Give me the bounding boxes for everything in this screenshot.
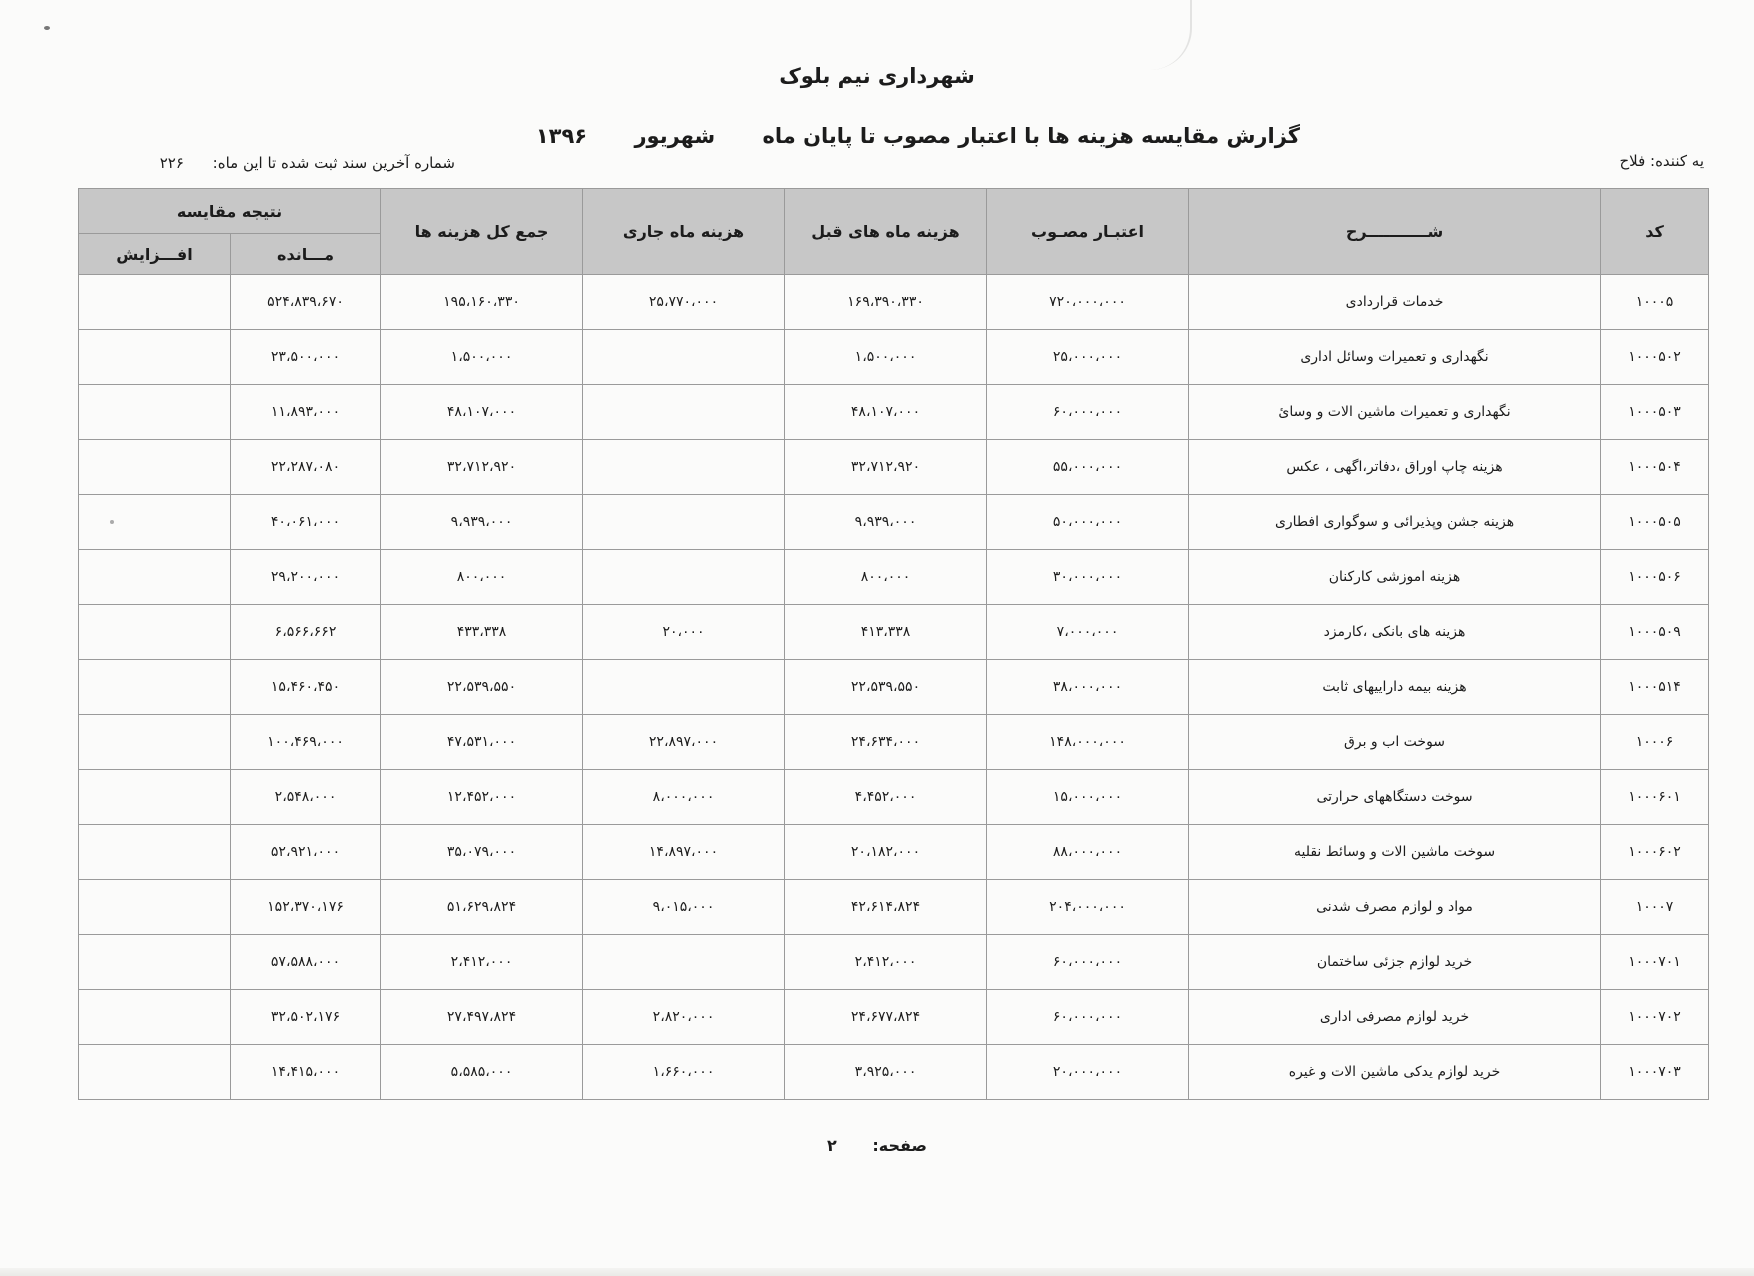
cell-previous-months: ۹،۹۳۹،۰۰۰ xyxy=(785,495,987,550)
last-document-label: شماره آخرین سند ثبت شده تا این ماه: xyxy=(212,154,455,172)
cell-total-expenses: ۴۸،۱۰۷،۰۰۰ xyxy=(381,385,583,440)
cell-code: ۱۰۰۰۵۰۹ xyxy=(1601,605,1709,660)
cell-previous-months: ۸۰۰،۰۰۰ xyxy=(785,550,987,605)
cell-current-month xyxy=(583,550,785,605)
table-row xyxy=(79,990,1709,1045)
cell-previous-months: ۳،۹۲۵،۰۰۰ xyxy=(785,1045,987,1100)
cell-previous-months: ۲،۴۱۲،۰۰۰ xyxy=(785,935,987,990)
cell-remaining: ۱۵۲،۳۷۰،۱۷۶ xyxy=(231,880,381,935)
cell-total-expenses: ۵۱،۶۲۹،۸۲۴ xyxy=(381,880,583,935)
cell-approved-credit: ۶۰،۰۰۰،۰۰۰ xyxy=(987,385,1189,440)
cell-current-month: ۲۲،۸۹۷،۰۰۰ xyxy=(583,715,785,770)
cell-remaining: ۵۷،۵۸۸،۰۰۰ xyxy=(231,935,381,990)
cell-remaining: ۱۴،۴۱۵،۰۰۰ xyxy=(231,1045,381,1100)
cell-current-month: ۱،۶۶۰،۰۰۰ xyxy=(583,1045,785,1100)
table-row xyxy=(79,880,1709,935)
cell-approved-credit: ۶۰،۰۰۰،۰۰۰ xyxy=(987,990,1189,1045)
page-label: صفحه: xyxy=(872,1136,927,1155)
cell-current-month: ۲۵،۷۷۰،۰۰۰ xyxy=(583,275,785,330)
cell-previous-months: ۲۴،۶۷۷،۸۲۴ xyxy=(785,990,987,1045)
cell-description: خدمات قراردادی xyxy=(1189,275,1601,330)
cell-description: مواد و لوازم مصرف شدنی xyxy=(1189,880,1601,935)
cell-previous-months: ۴۸،۱۰۷،۰۰۰ xyxy=(785,385,987,440)
cell-previous-months: ۴۱۳،۳۳۸ xyxy=(785,605,987,660)
cell-description: هزینه چاپ اوراق ،دفاتر،اگهی ، عکس xyxy=(1189,440,1601,495)
cell-increase xyxy=(79,495,231,550)
cell-increase xyxy=(79,605,231,660)
cell-previous-months: ۲۲،۵۳۹،۵۵۰ xyxy=(785,660,987,715)
cell-code: ۱۰۰۰۵۰۲ xyxy=(1601,330,1709,385)
cell-approved-credit: ۲۰۴،۰۰۰،۰۰۰ xyxy=(987,880,1189,935)
cell-remaining: ۵۲۴،۸۳۹،۶۷۰ xyxy=(231,275,381,330)
cell-current-month: ۸،۰۰۰،۰۰۰ xyxy=(583,770,785,825)
table-row xyxy=(79,660,1709,715)
cell-remaining: ۵۲،۹۲۱،۰۰۰ xyxy=(231,825,381,880)
cell-total-expenses: ۵،۵۸۵،۰۰۰ xyxy=(381,1045,583,1100)
cell-remaining: ۲۹،۲۰۰،۰۰۰ xyxy=(231,550,381,605)
cell-approved-credit: ۱۴۸،۰۰۰،۰۰۰ xyxy=(987,715,1189,770)
organization-title: شهرداری نیم بلوک xyxy=(779,64,975,88)
cell-current-month xyxy=(583,935,785,990)
expense-comparison-table xyxy=(78,188,1709,1100)
last-document-number: ۲۲۶ xyxy=(159,154,184,172)
cell-code: ۱۰۰۰۵۰۶ xyxy=(1601,550,1709,605)
cell-description: سوخت ماشین الات و وسائط نقلیه xyxy=(1189,825,1601,880)
table-row xyxy=(79,1045,1709,1100)
cell-description: خرید لوازم یدکی ماشین الات و غیره xyxy=(1189,1045,1601,1100)
cell-current-month xyxy=(583,495,785,550)
cell-increase xyxy=(79,770,231,825)
header-code: کد xyxy=(1601,189,1709,275)
cell-approved-credit: ۷۲۰،۰۰۰،۰۰۰ xyxy=(987,275,1189,330)
cell-description: هزینه اموزشی کارکنان xyxy=(1189,550,1601,605)
cell-previous-months: ۲۰،۱۸۲،۰۰۰ xyxy=(785,825,987,880)
cell-increase xyxy=(79,385,231,440)
cell-total-expenses: ۴۷،۵۳۱،۰۰۰ xyxy=(381,715,583,770)
table-row xyxy=(79,385,1709,440)
page-number: ۲ xyxy=(827,1136,837,1155)
cell-current-month: ۱۴،۸۹۷،۰۰۰ xyxy=(583,825,785,880)
cell-approved-credit: ۱۵،۰۰۰،۰۰۰ xyxy=(987,770,1189,825)
table-row xyxy=(79,330,1709,385)
cell-total-expenses: ۱۲،۴۵۲،۰۰۰ xyxy=(381,770,583,825)
preparer-label: یه کننده: فلاح xyxy=(1619,152,1704,170)
cell-increase xyxy=(79,550,231,605)
cell-increase xyxy=(79,440,231,495)
cell-remaining: ۲،۵۴۸،۰۰۰ xyxy=(231,770,381,825)
cell-description: هزینه جشن وپذیرائی و سوگواری افطاری xyxy=(1189,495,1601,550)
cell-remaining: ۲۲،۲۸۷،۰۸۰ xyxy=(231,440,381,495)
table-row xyxy=(79,440,1709,495)
cell-current-month xyxy=(583,440,785,495)
cell-description: خرید لوازم مصرفی اداری xyxy=(1189,990,1601,1045)
cell-increase xyxy=(79,880,231,935)
cell-total-expenses: ۱۹۵،۱۶۰،۳۳۰ xyxy=(381,275,583,330)
cell-code: ۱۰۰۰۷۰۱ xyxy=(1601,935,1709,990)
header-description: شـــــــــــرح xyxy=(1189,189,1601,275)
cell-code: ۱۰۰۰۵۰۳ xyxy=(1601,385,1709,440)
scan-speck xyxy=(44,26,50,30)
table-row xyxy=(79,715,1709,770)
header-previous-months: هزینه ماه های قبل xyxy=(785,189,987,275)
cell-code: ۱۰۰۰۵۰۵ xyxy=(1601,495,1709,550)
cell-current-month: ۲۰،۰۰۰ xyxy=(583,605,785,660)
report-year: ۱۳۹۶ xyxy=(535,124,588,148)
cell-previous-months: ۴،۴۵۲،۰۰۰ xyxy=(785,770,987,825)
header-comparison-result: نتیجه مقایسه xyxy=(79,189,381,234)
cell-code: ۱۰۰۰۵ xyxy=(1601,275,1709,330)
cell-approved-credit: ۵۰،۰۰۰،۰۰۰ xyxy=(987,495,1189,550)
header-total-expenses: جمع کل هزینه ها xyxy=(381,189,583,275)
cell-increase xyxy=(79,275,231,330)
cell-code: ۱۰۰۰۶۰۱ xyxy=(1601,770,1709,825)
cell-remaining: ۲۳،۵۰۰،۰۰۰ xyxy=(231,330,381,385)
cell-total-expenses: ۳۵،۰۷۹،۰۰۰ xyxy=(381,825,583,880)
paper-fold-shadow xyxy=(1150,0,1192,70)
cell-current-month xyxy=(583,385,785,440)
cell-approved-credit: ۷،۰۰۰،۰۰۰ xyxy=(987,605,1189,660)
cell-increase xyxy=(79,715,231,770)
table-row xyxy=(79,935,1709,990)
header-remaining: مـــانده xyxy=(231,234,381,275)
cell-total-expenses: ۴۳۳،۳۳۸ xyxy=(381,605,583,660)
cell-previous-months: ۲۴،۶۳۴،۰۰۰ xyxy=(785,715,987,770)
cell-previous-months: ۴۲،۶۱۴،۸۲۴ xyxy=(785,880,987,935)
table-row xyxy=(79,605,1709,660)
cell-total-expenses: ۲۷،۴۹۷،۸۲۴ xyxy=(381,990,583,1045)
cell-code: ۱۰۰۰۷ xyxy=(1601,880,1709,935)
header-increase: افـــزایش xyxy=(79,234,231,275)
cell-remaining: ۱۱،۸۹۳،۰۰۰ xyxy=(231,385,381,440)
cell-total-expenses: ۱،۵۰۰،۰۰۰ xyxy=(381,330,583,385)
cell-current-month: ۲،۸۲۰،۰۰۰ xyxy=(583,990,785,1045)
cell-previous-months: ۱،۵۰۰،۰۰۰ xyxy=(785,330,987,385)
cell-current-month xyxy=(583,660,785,715)
cell-code: ۱۰۰۰۷۰۳ xyxy=(1601,1045,1709,1100)
cell-previous-months: ۱۶۹،۳۹۰،۳۳۰ xyxy=(785,275,987,330)
cell-remaining: ۱۵،۴۶۰،۴۵۰ xyxy=(231,660,381,715)
cell-increase xyxy=(79,825,231,880)
cell-increase xyxy=(79,660,231,715)
cell-approved-credit: ۳۰،۰۰۰،۰۰۰ xyxy=(987,550,1189,605)
cell-total-expenses: ۳۲،۷۱۲،۹۲۰ xyxy=(381,440,583,495)
cell-approved-credit: ۸۸،۰۰۰،۰۰۰ xyxy=(987,825,1189,880)
cell-total-expenses: ۲۲،۵۳۹،۵۵۰ xyxy=(381,660,583,715)
cell-code: ۱۰۰۰۷۰۲ xyxy=(1601,990,1709,1045)
cell-approved-credit: ۲۰،۰۰۰،۰۰۰ xyxy=(987,1045,1189,1100)
report-title-line xyxy=(535,124,1300,148)
cell-increase xyxy=(79,935,231,990)
cell-description: خرید لوازم جزئی ساختمان xyxy=(1189,935,1601,990)
table-row xyxy=(79,550,1709,605)
cell-description: نگهداری و تعمیرات وسائل اداری xyxy=(1189,330,1601,385)
cell-code: ۱۰۰۰۶۰۲ xyxy=(1601,825,1709,880)
cell-description: سوخت اب و برق xyxy=(1189,715,1601,770)
cell-increase xyxy=(79,1045,231,1100)
cell-code: ۱۰۰۰۵۰۴ xyxy=(1601,440,1709,495)
cell-previous-months: ۳۲،۷۱۲،۹۲۰ xyxy=(785,440,987,495)
scan-bottom-edge xyxy=(0,1268,1754,1276)
cell-description: سوخت دستگاههای حرارتی xyxy=(1189,770,1601,825)
table-row xyxy=(79,825,1709,880)
cell-remaining: ۱۰۰،۴۶۹،۰۰۰ xyxy=(231,715,381,770)
cell-approved-credit: ۲۵،۰۰۰،۰۰۰ xyxy=(987,330,1189,385)
page-number-line xyxy=(0,1136,1754,1155)
header-approved-credit: اعتبـار مصـوب xyxy=(987,189,1189,275)
cell-current-month xyxy=(583,330,785,385)
cell-remaining: ۳۲،۵۰۲،۱۷۶ xyxy=(231,990,381,1045)
cell-remaining: ۴۰،۰۶۱،۰۰۰ xyxy=(231,495,381,550)
last-document-line xyxy=(105,154,455,172)
table-row xyxy=(79,495,1709,550)
cell-approved-credit: ۵۵،۰۰۰،۰۰۰ xyxy=(987,440,1189,495)
cell-increase xyxy=(79,990,231,1045)
cell-total-expenses: ۹،۹۳۹،۰۰۰ xyxy=(381,495,583,550)
cell-code: ۱۰۰۰۵۱۴ xyxy=(1601,660,1709,715)
cell-total-expenses: ۸۰۰،۰۰۰ xyxy=(381,550,583,605)
cell-total-expenses: ۲،۴۱۲،۰۰۰ xyxy=(381,935,583,990)
cell-current-month: ۹،۰۱۵،۰۰۰ xyxy=(583,880,785,935)
cell-approved-credit: ۶۰،۰۰۰،۰۰۰ xyxy=(987,935,1189,990)
report-month: شهریور xyxy=(634,124,716,148)
cell-increase xyxy=(79,330,231,385)
table-row xyxy=(79,275,1709,330)
header-current-month: هزینه ماه جاری xyxy=(583,189,785,275)
cell-description: نگهداری و تعمیرات ماشین الات و وسائ xyxy=(1189,385,1601,440)
cell-description: هزینه بیمه داراییهای ثابت xyxy=(1189,660,1601,715)
table-row xyxy=(79,770,1709,825)
cell-approved-credit: ۳۸،۰۰۰،۰۰۰ xyxy=(987,660,1189,715)
cell-description: هزینه های بانکی ،کارمزد xyxy=(1189,605,1601,660)
cell-code: ۱۰۰۰۶ xyxy=(1601,715,1709,770)
cell-remaining: ۶،۵۶۶،۶۶۲ xyxy=(231,605,381,660)
report-title: گزارش مقایسه هزینه ها با اعتبار مصوب تا پایان ماه xyxy=(762,124,1300,148)
